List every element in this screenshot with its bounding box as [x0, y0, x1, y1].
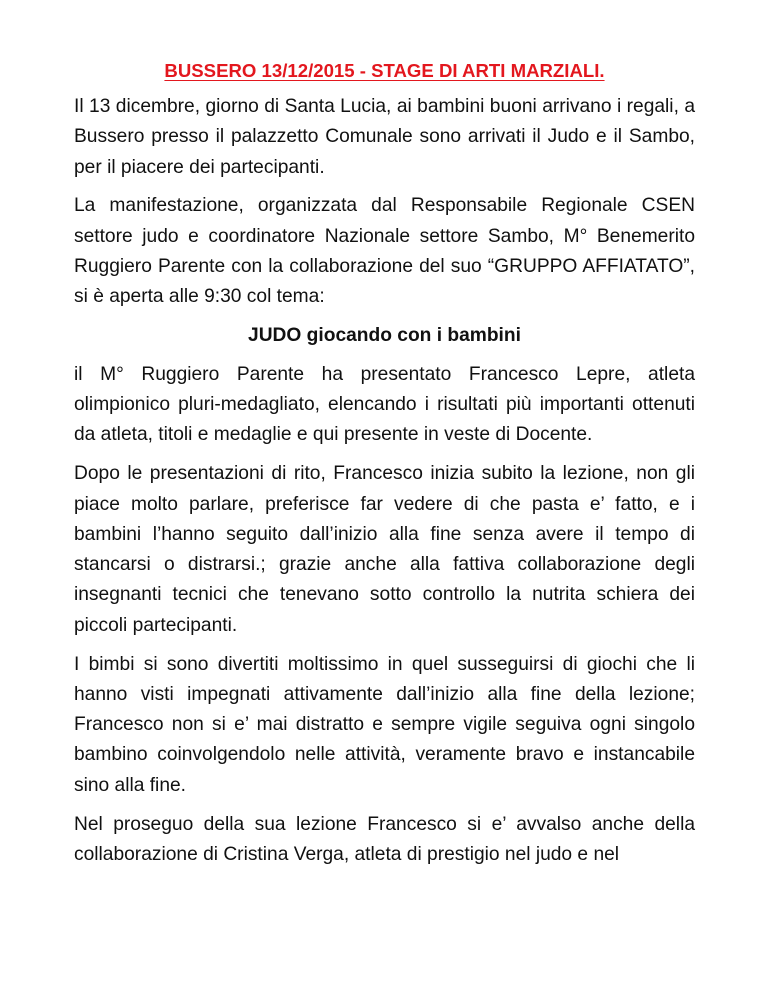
paragraph-body-1: il M° Ruggiero Parente ha presentato Francesco Lepre, atleta olimpionico pluri-medagliato, elencando i risultati più importanti ottenuti da atleta, titoli e medaglie e qui presente in veste di Docente. — [74, 363, 695, 446]
document-title: BUSSERO 13/12/2015 - STAGE DI ARTI MARZIALI. — [164, 60, 605, 81]
paragraph-body-4: Nel proseguo della sua lezione Francesco si e’ avvalso anche della collaborazione di Cristina Verga, atleta di prestigio nel judo e nel — [74, 813, 695, 865]
document-page — [74, 56, 695, 879]
paragraph-body-3: I bimbi si sono divertiti moltissimo in quel susseguirsi di giochi che li hanno visti impegnati attivamente dall’inizio alla fine della lezione; Francesco non si e’ mai distratto e sempre vigile seguiva ogni singolo bambino coinvolgendolo nelle attività, veramente bravo e instancabile sino alla fine. — [74, 653, 695, 796]
section-subtitle: JUDO giocando con i bambini — [248, 325, 521, 347]
paragraph-body-2: Dopo le presentazioni di rito, Francesco inizia subito la lezione, non gli piace molto parlare, preferisce far vedere di che pasta e’ fatto, e i bambini l’hanno seguito dall’inizio alla fine senza avere il tempo di stancarsi o distrarsi.; grazie anche alla fattiva collaborazione degli insegnanti tecnici che tenevano sotto controllo la nutrita schiera dei piccoli partecipanti. — [74, 463, 695, 636]
paragraph-intro-1: Il 13 dicembre, giorno di Santa Lucia, ai bambini buoni arrivano i regali, a Bussero presso il palazzetto Comunale sono arrivati il Judo e il Sambo, per il piacere dei partecipanti. — [74, 96, 695, 178]
paragraph-intro-2: La manifestazione, organizzata dal Responsabile Regionale CSEN settore judo e coordinatore Nazionale settore Sambo, M° Benemerito Ruggiero Parente con la collaborazione del suo “GRUPPO AFFIATATO”, si è aperta alle 9:30 col tema: — [74, 195, 695, 308]
